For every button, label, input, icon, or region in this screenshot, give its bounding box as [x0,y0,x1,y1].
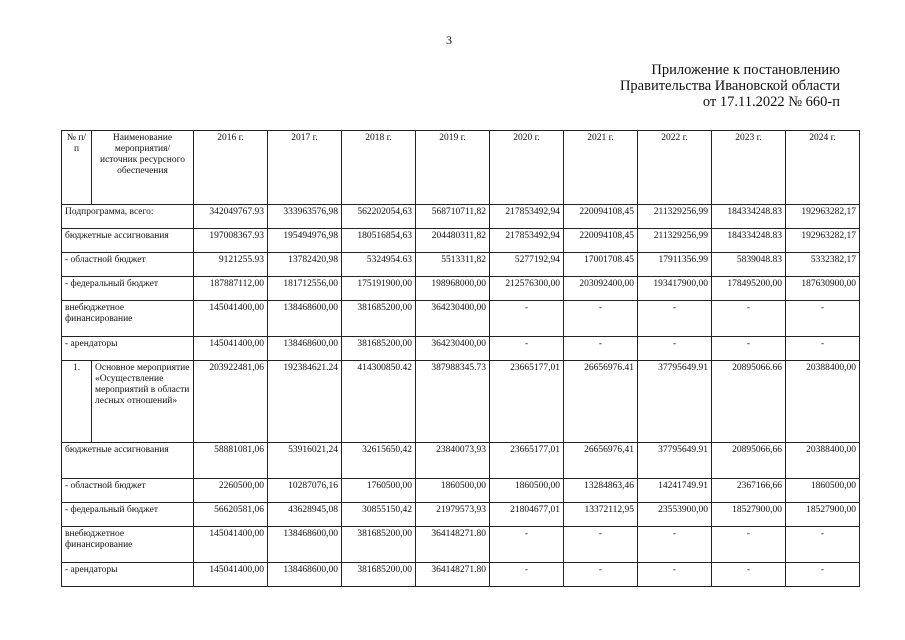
value-cell: 138468600,00 [268,563,342,587]
value-cell: 203922481,06 [194,361,268,443]
value-cell: 21804677,01 [490,503,564,527]
budget-table [61,130,860,587]
value-cell: 26656976,41 [564,443,638,479]
value-cell: 23553900,00 [638,503,712,527]
value-cell: 56620581,06 [194,503,268,527]
header-year: 2016 г. [194,131,268,205]
value-cell: 364230400,00 [416,337,490,361]
value-cell: 5513311,82 [416,253,490,277]
header-year: 2024 г. [786,131,860,205]
header-year: 2017 г. [268,131,342,205]
row-label: - федеральный бюджет [62,503,194,527]
value-cell: 9121255.93 [194,253,268,277]
table-body [62,205,860,587]
appendix-heading [620,62,840,110]
value-cell: 23840073,93 [416,443,490,479]
header-year: 2023 г. [712,131,786,205]
value-cell: 2367166,66 [712,479,786,503]
value-cell: 1860500,00 [490,479,564,503]
value-cell: 138468600,00 [268,337,342,361]
value-cell: 175191900,00 [342,277,416,301]
value-cell: - [786,527,860,563]
value-cell: - [564,563,638,587]
row-label: внебюджетное финансирование [62,527,194,563]
appendix-line-1: Приложение к постановлению [651,62,840,78]
value-cell: 197008367.93 [194,229,268,253]
value-cell: 21979573,93 [416,503,490,527]
appendix-line-2: Правительства Ивановской области [619,78,840,94]
value-cell: - [786,337,860,361]
appendix-line-3: от 17.11.2022 № 660-п [702,94,840,110]
value-cell: 181712556,00 [268,277,342,301]
value-cell: 5277192,94 [490,253,564,277]
row-label: - арендаторы [62,563,194,587]
value-cell: 20895066,66 [712,443,786,479]
value-cell: 13372112,95 [564,503,638,527]
value-cell: 1860500,00 [786,479,860,503]
value-cell: 195494976,98 [268,229,342,253]
value-cell: 1860500,00 [416,479,490,503]
value-cell: 204480311,82 [416,229,490,253]
value-cell: 17911356.99 [638,253,712,277]
value-cell: - [490,337,564,361]
value-cell: 20388400,00 [786,361,860,443]
value-cell: - [490,563,564,587]
value-cell: 26656976.41 [564,361,638,443]
value-cell: 364230400,00 [416,301,490,337]
table-row [62,301,860,337]
table-row [62,443,860,479]
value-cell: 13782420,98 [268,253,342,277]
header-no: № п/п [62,131,92,205]
value-cell: 10287076,16 [268,479,342,503]
value-cell: - [712,337,786,361]
value-cell: 364148271.80 [416,563,490,587]
table-row [62,563,860,587]
row-number: 1. [62,361,92,443]
value-cell: 145041400,00 [194,563,268,587]
table-header-row [62,131,860,205]
value-cell: 145041400,00 [194,301,268,337]
table-row [62,205,860,229]
value-cell: 381685200,00 [342,527,416,563]
value-cell: 145041400,00 [194,337,268,361]
value-cell: 217853492,94 [490,205,564,229]
value-cell: 23665177,01 [490,443,564,479]
value-cell: 18527900,00 [712,503,786,527]
value-cell: 20388400,00 [786,443,860,479]
value-cell: 53916021,24 [268,443,342,479]
value-cell: - [712,563,786,587]
row-label: Подпрограмма, всего: [62,205,194,229]
value-cell: - [490,527,564,563]
header-year: 2021 г. [564,131,638,205]
value-cell: - [638,337,712,361]
header-year: 2022 г. [638,131,712,205]
value-cell: 333963576,98 [268,205,342,229]
value-cell: 211329256,99 [638,229,712,253]
value-cell: 192384621.24 [268,361,342,443]
value-cell: 1760500,00 [342,479,416,503]
row-label: - областной бюджет [62,253,194,277]
value-cell: - [564,527,638,563]
row-label: - арендаторы [62,337,194,361]
value-cell: 387988345.73 [416,361,490,443]
value-cell: - [786,301,860,337]
table-row [62,361,860,443]
value-cell: 364148271.80 [416,527,490,563]
table-row [62,527,860,563]
value-cell: 184334248.83 [712,205,786,229]
value-cell: - [638,527,712,563]
value-cell: 220094108,45 [564,229,638,253]
value-cell: 220094108,45 [564,205,638,229]
table-row [62,337,860,361]
row-label: Основное мероприятие «Осуществление мероприятий в области лесных отношений» [92,361,194,443]
row-label: бюджетные ассигнования [62,443,194,479]
table-row [62,253,860,277]
value-cell: 198968000,00 [416,277,490,301]
value-cell: 381685200,00 [342,301,416,337]
value-cell: 30855150,42 [342,503,416,527]
value-cell: 203092400,00 [564,277,638,301]
value-cell: 32615650,42 [342,443,416,479]
header-year: 2018 г. [342,131,416,205]
value-cell: 217853492,94 [490,229,564,253]
value-cell: 17001708.45 [564,253,638,277]
value-cell: 381685200,00 [342,563,416,587]
value-cell: 145041400,00 [194,527,268,563]
value-cell: 5324954.63 [342,253,416,277]
value-cell: 192963282,17 [786,229,860,253]
value-cell: - [712,301,786,337]
value-cell: 13284863,46 [564,479,638,503]
table-row [62,229,860,253]
row-label: - областной бюджет [62,479,194,503]
value-cell: 184334248.83 [712,229,786,253]
value-cell: 14241749.91 [638,479,712,503]
value-cell: 20895066.66 [712,361,786,443]
header-name: Наименование мероприятия/ источник ресурсного обеспечения [92,131,194,205]
row-label: бюджетные ассигнования [62,229,194,253]
page-number: 3 [446,33,452,47]
value-cell: 187630900,00 [786,277,860,301]
value-cell: - [564,337,638,361]
value-cell: 37795649.91 [638,361,712,443]
value-cell: - [712,527,786,563]
value-cell: 58881081,06 [194,443,268,479]
value-cell: 178495200,00 [712,277,786,301]
value-cell: 18527900,00 [786,503,860,527]
value-cell: 43628945,08 [268,503,342,527]
value-cell: 193417900,00 [638,277,712,301]
value-cell: 2260500,00 [194,479,268,503]
row-label: внебюджетное финансирование [62,301,194,337]
value-cell: 5839048.83 [712,253,786,277]
value-cell: 562202054,63 [342,205,416,229]
value-cell: 212576300,00 [490,277,564,301]
value-cell: 23665177,01 [490,361,564,443]
value-cell: 180516854,63 [342,229,416,253]
value-cell: - [786,563,860,587]
value-cell: 138468600,00 [268,527,342,563]
table-row [62,277,860,301]
value-cell: 5332382,17 [786,253,860,277]
value-cell: 568710711,82 [416,205,490,229]
value-cell: 192963282,17 [786,205,860,229]
value-cell: 187887112,00 [194,277,268,301]
value-cell: - [638,563,712,587]
value-cell: 37795649.91 [638,443,712,479]
value-cell: - [564,301,638,337]
table-row [62,503,860,527]
table-row [62,479,860,503]
value-cell: 211329256,99 [638,205,712,229]
row-label: - федеральный бюджет [62,277,194,301]
header-year: 2019 г. [416,131,490,205]
header-year: 2020 г. [490,131,564,205]
value-cell: - [490,301,564,337]
value-cell: - [638,301,712,337]
value-cell: 138468600,00 [268,301,342,337]
value-cell: 381685200,00 [342,337,416,361]
value-cell: 414300850.42 [342,361,416,443]
value-cell: 342049767.93 [194,205,268,229]
